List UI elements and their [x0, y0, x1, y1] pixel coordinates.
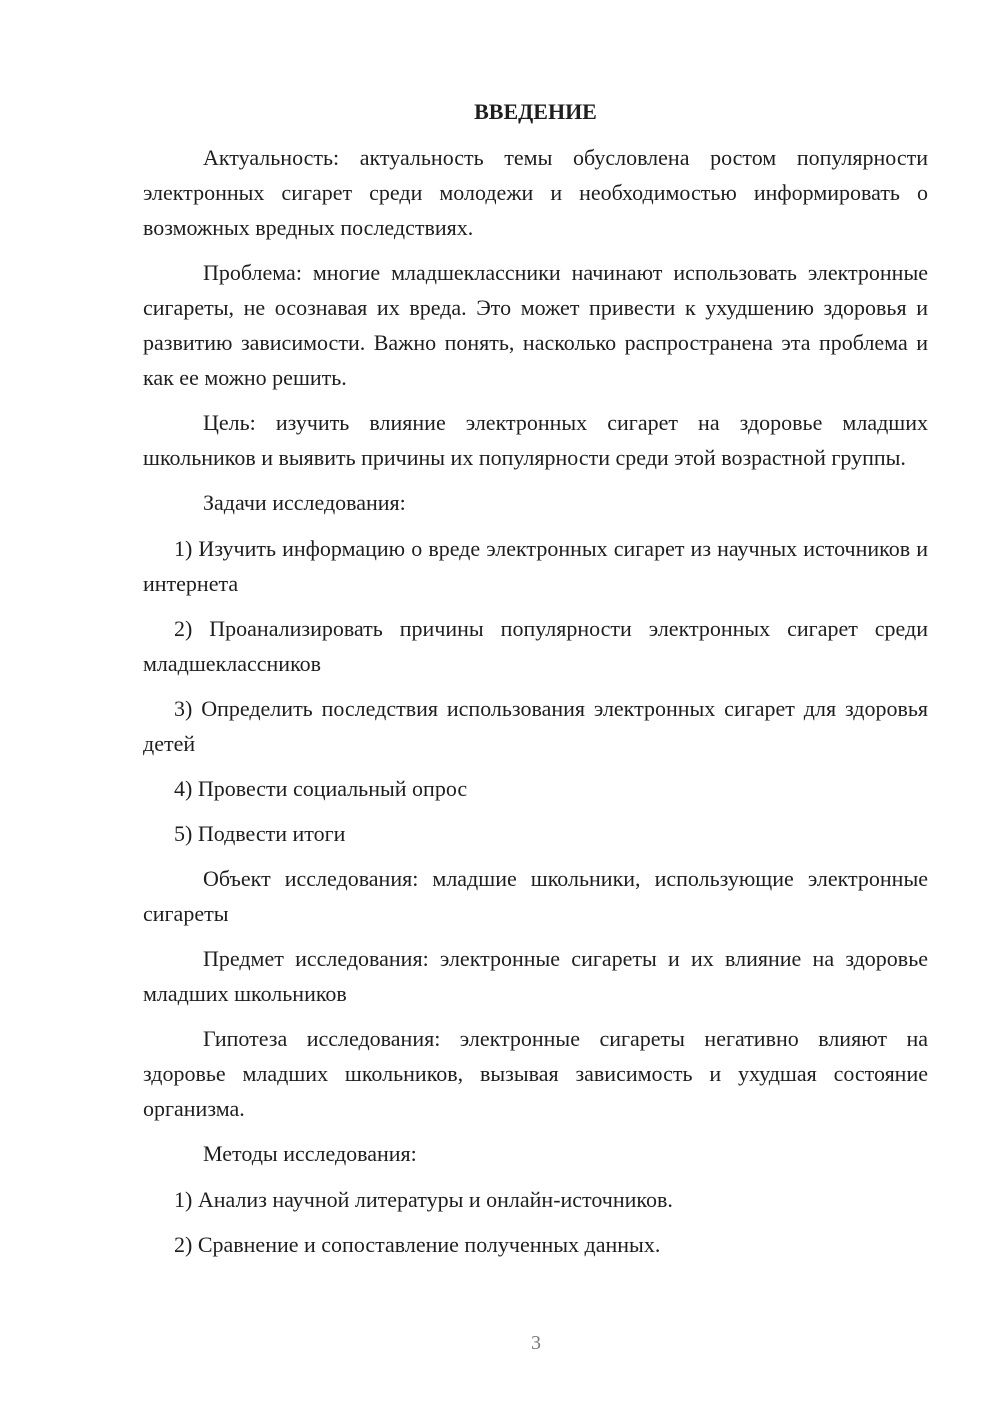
- problem-paragraph: Проблема: многие младшеклассники начинают использовать электронные сигареты, не осознавая их вреда. Это может привести к ухудшению здоровья и развитию зависимости. Важно понять, насколько распространена эта проблема и как ее можно решить.: [143, 260, 928, 390]
- task-item-3: 3) Определить последствия использования электронных сигарет для здоровья детей: [143, 696, 928, 756]
- page-title: ВВЕДЕНИЕ: [474, 99, 597, 124]
- object-paragraph: Объект исследования: младшие школьники, использующие электронные сигареты: [143, 866, 928, 926]
- hypothesis-paragraph: Гипотеза исследования: электронные сигареты негативно влияют на здоровье младших школьников, вызывая зависимость и ухудшая состояние организма.: [143, 1026, 928, 1121]
- page-number: 3: [531, 1332, 541, 1354]
- task-item-1: 1) Изучить информацию о вреде электронных сигарет из научных источников и интернета: [143, 536, 928, 596]
- task-item-5: 5) Подвести итоги: [174, 821, 346, 846]
- page-content: [143, 94, 928, 1272]
- tasks-heading: Задачи исследования:: [203, 490, 406, 515]
- method-item-1: 1) Анализ научной литературы и онлайн-источников.: [174, 1187, 673, 1212]
- task-item-4: 4) Провести социальный опрос: [174, 776, 468, 801]
- relevance-paragraph: Актуальность: актуальность темы обусловлена ростом популярности электронных сигарет среди молодежи и необходимостью информировать о возможных вредных последствиях.: [143, 145, 928, 240]
- subject-paragraph: Предмет исследования: электронные сигареты и их влияние на здоровье младших школьников: [143, 946, 928, 1006]
- methods-heading: Методы исследования:: [203, 1141, 417, 1166]
- task-item-2: 2) Проанализировать причины популярности электронных сигарет среди младшеклассников: [143, 616, 928, 676]
- goal-paragraph: Цель: изучить влияние электронных сигарет на здоровье младших школьников и выявить причины их популярности среди этой возрастной группы.: [143, 410, 928, 470]
- method-item-2: 2) Сравнение и сопоставление полученных данных.: [174, 1232, 661, 1257]
